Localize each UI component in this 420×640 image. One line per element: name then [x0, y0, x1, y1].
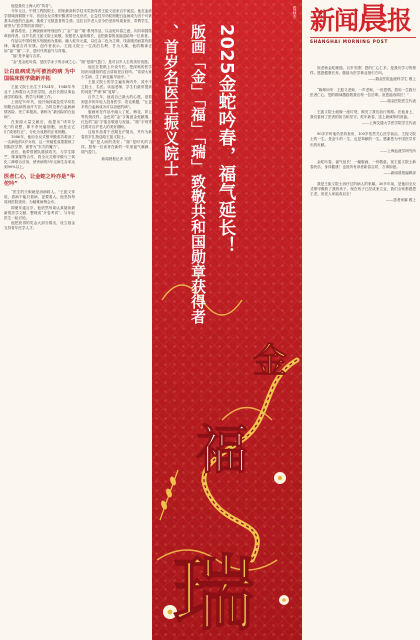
masthead-title-part: 晨: [358, 2, 388, 37]
greeting-text: 我是王振义院士治疗过的病人的家属。30多年前，是他用全反式维甲酸救了我的孩子。现在孩子已经成家立业，我们全家都感恩王老。祝老人家福寿双全！: [310, 181, 416, 196]
headline-sub: 版画「金」「福」「瑞」致敬共和国勋章获得者: [189, 24, 206, 325]
section-subhead: 医者仁心，让金蛇之吟亦是“华佗吟”: [4, 174, 75, 188]
article-intro: [4, 0, 152, 65]
right-column: [304, 0, 420, 640]
greeting-signature: ——瑞金医院血液科学生 敬上: [368, 77, 416, 82]
greeting-text: 90多岁时他仍坚持查房，100岁依然关心医学前沿，王振义院士的一生，是奋斗的一生，也是奉献的一生。感谢您为中国医学作出的贡献。: [310, 132, 416, 147]
body-paragraph: 1986年，他用全反式维甲酸成功救治了一名病危的5岁女孩，这一突破性成果震惊了国际医学界，被誉为“东方的魔力”。: [4, 135, 75, 150]
body-paragraph: 王振义院士的学生遍布海内外，其中不乏院士、名医。谈起老师，学生们最常提到的词是“严谨”和“宽厚”。: [81, 79, 152, 94]
greeting-signature: ——新闻晨报编辑部: [383, 170, 416, 175]
greeting-signature: ——上海交通大学医学院学生代表: [362, 121, 416, 126]
body-paragraph: 上世纪70年代，他开始探索急性早幼粒细胞白血病的治疗方法。当时这种白血病病情凶险、死亡率极高，被称为“最凶险的白血病”。: [4, 99, 75, 119]
reader-greetings: [304, 62, 420, 203]
article-col-1: [4, 65, 75, 231]
greeting-text: 金蛇吟春，福气延长！一幅版画，一份敬意。祝王振义院士新春快乐，身体健康！也祝所有读者新春吉祥，万事如意。: [310, 159, 416, 169]
greeting-signature: ——瑞金医院医生代表: [380, 99, 416, 104]
byline: 新闻晨报记者 吴青: [101, 157, 132, 162]
masthead-subtitle: SHANGHAI MORNING POST: [310, 37, 416, 44]
intro-paragraph: 今年元旦，中国工程院院士、国家最高科学技术奖获得者王振义迎来百岁诞辰。他在血液学领域深耕数十年，首创全反式维甲酸诱导分化疗法，让急性早幼粒细胞白血病成为首个可被基本治愈的白血病，挽救了无数患者的生命。这位百岁老人至今仍坚持每周查房、带教学生，被誉为“医学界的常青树”。: [4, 9, 152, 29]
body-paragraph: 王振义院士出生于1924年，1948年毕业于上海震旦大学医学院，此后长期从事血液学的临床、教学与科研工作。: [4, 84, 75, 99]
headline-main: 2025金蛇吟春，福气延长！: [216, 24, 236, 255]
body-paragraph: 这组作品将于近期在沪展出，并作为新春贺岁礼物送给王振义院士。: [81, 130, 152, 140]
calligraphy-rui: 瑞: [172, 546, 256, 640]
intro-paragraph: 作品以中国传统木刻版画为基础，融入蛇年元素，以红金二色为主调，线条刚劲而富有韵律，寓意吉祥安康。创作者表示，王振义院士一生淡泊名利、甘为人梯，他的精神正如“福”“瑞”二字，是时代的福气与祥瑞。: [4, 39, 152, 54]
credit-line: 图/林杰: [293, 6, 298, 19]
greeting-text: “晚辈问安：王振义老师，一声老师，一世恩情。您用一生践行医者仁心，您的精神激励着我们每一位后辈。祝您福寿绵长！”: [310, 88, 416, 98]
intro-paragraph: 他是我们上海人的“传奇”。: [11, 4, 55, 8]
greeting-text: 祝老师金蛇献瑞，百岁安康！您的仁心仁术，是我们学习的榜样。愿您健康长寿，继续为医学事业指引方向。: [310, 66, 416, 76]
article-body-columns: [4, 65, 152, 231]
body-paragraph: 他还在报纸上开设专栏，把深奥的医学知识用通俗的语言讲给老百姓听。“希望大家少生病，生了病也能早治疗。”: [81, 64, 152, 79]
body-paragraph: 百岁之年，他说自己最大的心愿，是看到更多的年轻人投身医学、攻克难题，“让更多的白血病成为可以治愈的病”。: [81, 94, 152, 109]
body-paragraph: “福”是人间的美好；“瑞”是时代的吉祥。愿每一位读者在新的一年里福气满满、瑞气盈门。: [81, 140, 152, 155]
intro-paragraph: “金”是金蛇吟春，是医学赤子的赤诚之心；“瑞”是瑞气盈门，是对百岁人生的美好祝愿。: [11, 59, 152, 64]
intro-paragraph: 新春将至，上海版画家特别创作了“金”“福”“瑞”系列作品，以金蛇吟春之意，向共和国勋章获得者、百岁名医王振义院士致敬，祝愿老人福寿绵长，也把新春的祝福送给每一位读者。: [4, 29, 152, 39]
body-paragraph: 即便年逾百岁，他依然每周认真阅读最新的医学文献，整理成“开卷考试”，与年轻医生一起讨论。: [4, 205, 75, 220]
body-paragraph: 在查阅大量文献后，他提出“诱导分化”的设想，即不杀死癌细胞，而是让它们“改邪归正”，分化为成熟的正常细胞。: [4, 119, 75, 134]
masthead-title-part: 报: [387, 6, 412, 35]
masthead-title-part: 新闻: [310, 6, 359, 35]
poster-artwork: [152, 0, 302, 640]
calligraphy-fu: 福: [195, 420, 249, 481]
calligraphy-layer: [152, 0, 302, 640]
masthead-title: [310, 2, 416, 37]
body-paragraph: 此后，他带领团队继续攻关，与学生陈竺、陈赛娟等合作，将全反式维甲酸与三氧化二砷联合应用，使该病的5年无病生存率达到90%以上。: [4, 150, 75, 170]
headline-sub: 、首岁名医王振义院士: [162, 24, 179, 176]
left-article-column: [4, 0, 152, 640]
article-col-2: [81, 65, 152, 231]
greeting-signature: ——上海血液学研究所: [380, 148, 416, 153]
body-paragraph: 他把获得的奖金大部分捐出，设立基金支持青年医学人才。: [4, 220, 75, 230]
body-paragraph: 版画家在作品中融入了蛇、梅花、祥云等传统纹样，金色的“金”字寓意金蛇献瑞，红色的“福”字饱含敬意与祝福，“瑞”字则寄托着对百岁老人的美好期盼。: [81, 109, 152, 130]
greeting-signature: ——患者家属 敬上: [386, 197, 416, 202]
greeting-text: 王振义院士就像一座灯塔，照亮了我们前行的路。在他身上，我们看到了医者的担当和坚守。蛇年新春，送上最诚挚的祝福。: [310, 110, 416, 120]
masthead: [304, 0, 420, 62]
section-subhead: 让白血病成为可被治的病 为中国临床医学做新开拓: [4, 68, 75, 82]
body-paragraph: “医生的天职就是治病救人。”王振义常说，看病不能只看病，更要看人。他坚持每周到医院查房，为疑难病例会诊。: [4, 190, 75, 205]
intro-paragraph: “福”是幸福与吉祥。: [11, 54, 44, 59]
calligraphy-jin: 金: [253, 341, 287, 381]
